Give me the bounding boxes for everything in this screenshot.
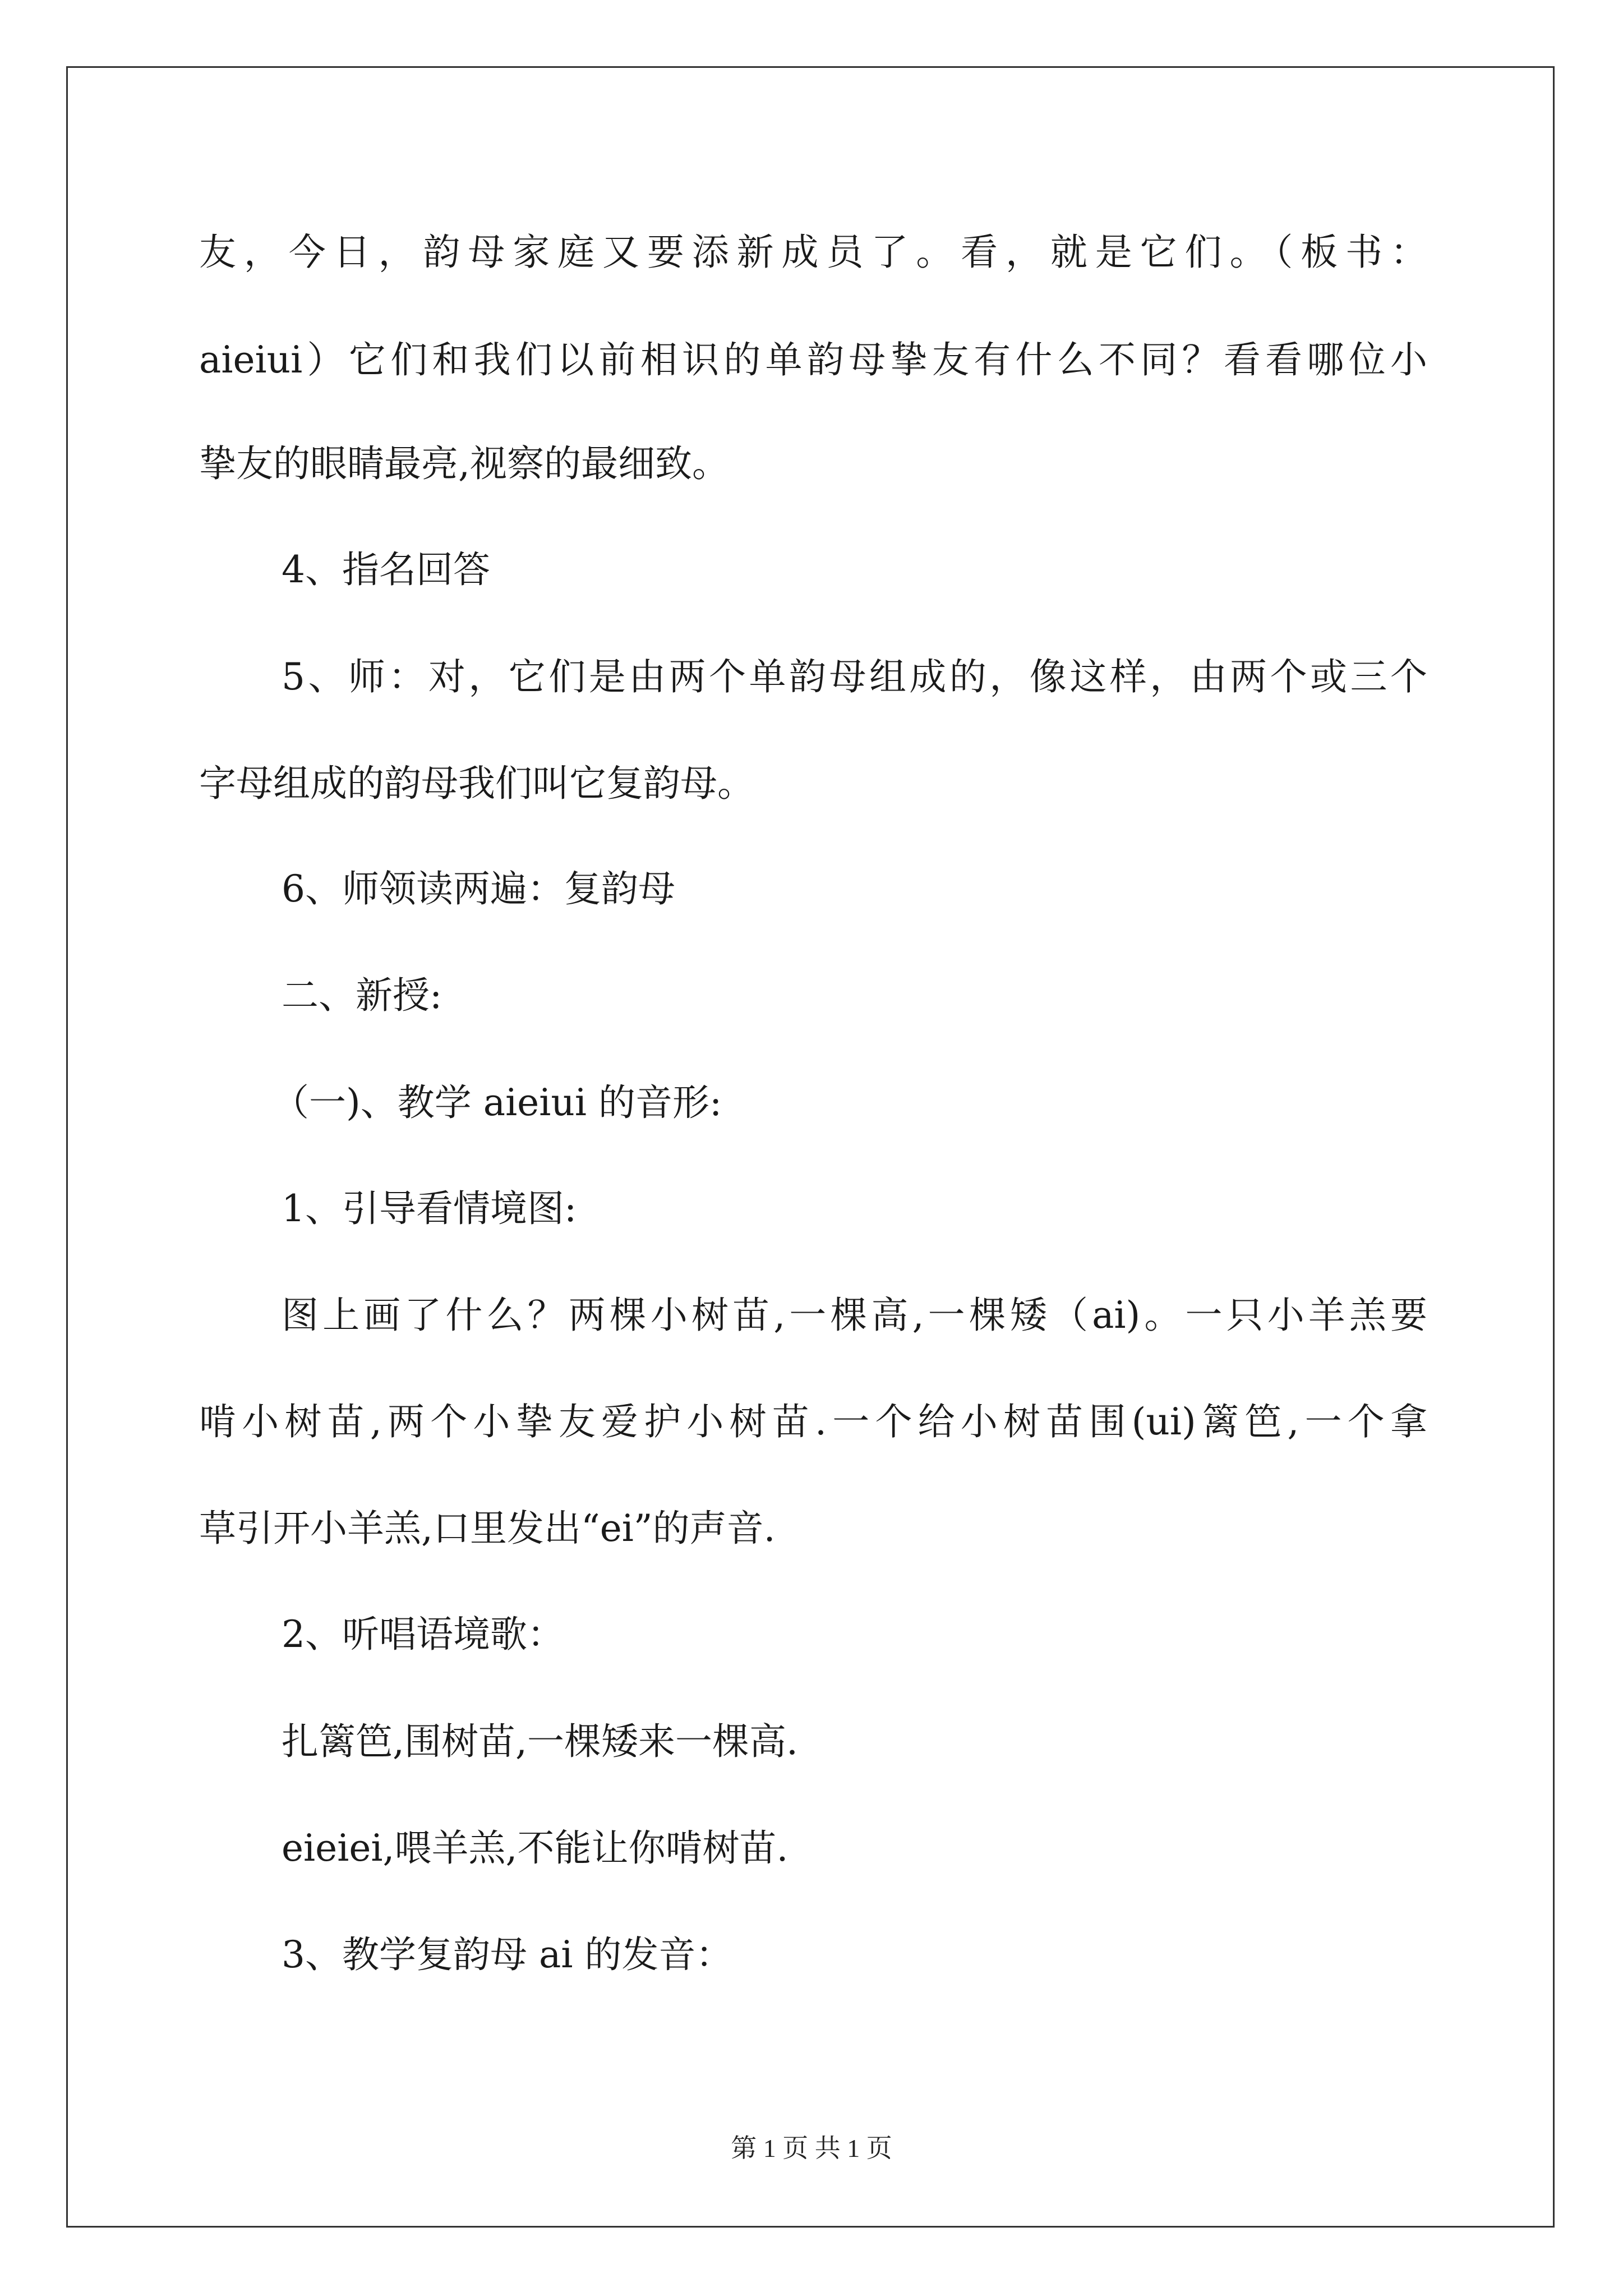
text-line-11: 图上画了什么？两棵小树苗,一棵高,一棵矮（ai)。一只小羊羔要: [282, 1294, 1427, 1337]
text-line-6: 字母组成的韵母我们叫它复韵母。: [199, 762, 754, 805]
subsection-heading-1: （一)、教学 aieiui 的音形:: [272, 1081, 722, 1124]
section-heading-2: 二、新授:: [282, 974, 442, 1017]
list-item-2: 2、听唱语境歌：: [282, 1613, 564, 1656]
list-item-5: 5、师：对，它们是由两个单韵母组成的，像这样，由两个或三个: [282, 655, 1427, 698]
list-item-4: 4、指名回答: [282, 548, 490, 591]
text-line-1: 友，今日，韵母家庭又要添新成员了。看，就是它们。（板书：: [199, 231, 1427, 274]
text-line-13: 草引开小羊羔,口里发出“ei”的声音.: [199, 1507, 776, 1550]
song-line-1: 扎篱笆,围树苗,一棵矮来一棵高.: [282, 1720, 798, 1763]
list-item-3: 3、教学复韵母 ai 的发音：: [282, 1933, 733, 1976]
page-border: [66, 66, 1555, 2228]
page-number-footer: 第 1 页 共 1 页: [731, 2134, 892, 2162]
song-line-2: eieiei,喂羊羔,不能让你啃树苗.: [282, 1826, 789, 1870]
list-item-6: 6、师领读两遍：复韵母: [282, 867, 675, 910]
text-line-3: 挚友的眼睛最亮,视察的最细致。: [199, 442, 729, 485]
list-item-1: 1、引导看情境图:: [282, 1187, 577, 1230]
text-line-2: aieiui）它们和我们以前相识的单韵母挚友有什么不同？看看哪位小: [199, 338, 1427, 381]
text-line-12: 啃小树苗,两个小挚友爱护小树苗.一个给小树苗围(ui)篱笆,一个拿: [199, 1400, 1427, 1443]
